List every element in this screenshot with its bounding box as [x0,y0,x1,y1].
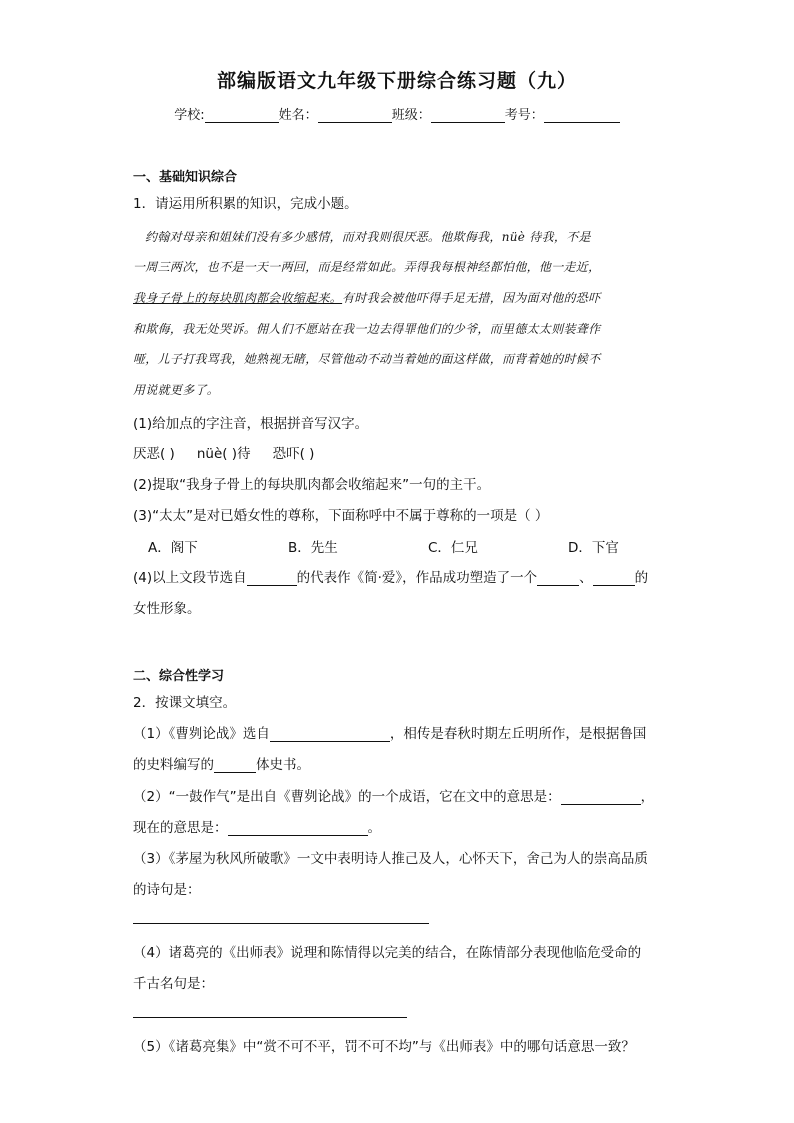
number-blank[interactable] [544,108,620,123]
q1-sub4-text-a: (4)以上文段节选自 [133,570,247,586]
passage-line-1: 约翰对母亲和姐妹们没有多少感情，而对我则很厌恶。他欺侮我，nüè 待我，不是 [145,230,591,244]
q1-options [148,536,708,556]
q2-s4-line1: （4）诸葛亮的《出师表》说理和陈情得以完美的结合，在陈情部分表现他临危受命的 [133,945,642,961]
q2-s4-answer-line[interactable] [133,1016,407,1018]
name-blank[interactable] [318,108,392,123]
q1-sub2: (2)提取“我身子骨上的每块肌肉都会收缩起来”一句的主干。 [133,477,491,493]
number-label: 考号： [504,108,544,123]
q2-s3-answer-line[interactable] [133,922,429,924]
q2-s2-line2 [133,816,381,836]
trait-blank-1[interactable] [537,571,579,586]
passage-underlined-sentence: 我身子骨上的每块肌肉都会收缩起来。 [133,291,343,305]
q2-s2-text-b: ， [640,789,655,805]
pinyin-item-2[interactable]: nüè( )待 [196,446,251,462]
q2-s1-text-a: （1）《曹刿论战》选自 [133,726,270,742]
section1-heading: 一、基础知识综合 [133,170,238,185]
q1-sub4-text-d: 的 [634,570,649,586]
option-a[interactable]: A．阁下 [148,540,198,556]
q2-s2-line1 [133,785,654,805]
q2-s2-text-a: （2）“一鼓作气”是出自《曹刿论战》的一个成语，它在文中的意思是： [133,789,561,805]
q2-s1-line1 [133,722,646,742]
meaning-original-blank[interactable] [561,790,641,805]
q1-sub1-items [133,442,314,462]
q1-sub4-end: 女性形象。 [133,601,201,617]
student-info-row [0,104,794,123]
page-title: 部编版语文九年级下册综合练习题（九） [216,70,577,92]
q2-s1-text-b: ，相传是春秋时期左丘明所作，是根据鲁国 [389,726,647,742]
q2-s5-line1: （5）《诸葛亮集》中“赏不可不平，罚不可不均”与《出师表》中的哪句话意思一致？ [133,1039,635,1055]
passage-line-3 [133,289,661,306]
class-label: 班级： [391,108,431,123]
q2-s2-text-c: 现在的意思是： [133,820,228,836]
q1-sub4 [133,566,648,586]
option-d[interactable]: D．下官 [568,540,619,556]
q1-sub4-text-c: 、 [579,570,593,586]
q2-s3-line1: （3）《茅屋为秋风所破歌》一文中表明诗人推己及人，心怀天下，舍己为人的崇高品质 [133,851,648,867]
trait-blank-2[interactable] [593,571,635,586]
q1-sub1: (1)给加点的字注音，根据拼音写汉字。 [133,416,369,432]
school-blank[interactable] [205,108,279,123]
q1-sub3: (3)“太太”是对已婚女性的尊称，下面称呼中不属于尊称的一项是（ ） [133,508,549,524]
q2-stem: 2．按课文填空。 [133,695,237,711]
author-blank[interactable] [247,571,297,586]
passage-line-6: 用说就更多了。 [133,383,220,397]
name-label: 姓名： [278,108,318,123]
q2-s1-text-c: 的史料编写的 [133,757,214,773]
passage-line-3-rest: 有时我会被他吓得手足无措，因为面对他的恐吓 [342,291,601,305]
school-label: 学校: [174,108,205,123]
passage-line-4: 和欺侮，我无处哭诉。佣人们不愿站在我一边去得罪他们的少爷，而里德太太则装聋作 [133,322,601,336]
style-blank[interactable] [214,758,256,773]
pinyin-item-1[interactable]: 厌恶( ) [133,446,175,462]
q2-s1-line2 [133,753,310,773]
class-blank[interactable] [431,108,505,123]
option-b[interactable]: B．先生 [288,540,338,556]
q1-sub4-text-b: 的代表作《简·爱》，作品成功塑造了一个 [296,570,538,586]
book-blank[interactable] [270,727,390,742]
q2-s1-text-d: 体史书。 [256,757,310,773]
passage-line-2: 一周三两次，也不是一天一两回，而是经常如此。弄得我每根神经都怕他，他一走近， [133,260,601,274]
section2-heading: 二、综合性学习 [133,669,225,684]
q2-s2-text-d: 。 [367,820,381,836]
option-c[interactable]: C．仁兄 [428,540,478,556]
q2-s4-line2: 千古名句是： [133,976,214,992]
passage-line-5: 哑，儿子打我骂我，她熟视无睹，尽管他动不动当着她的面这样做，而背着她的时候不 [133,352,601,366]
pinyin-item-3[interactable]: 恐吓( ) [272,446,315,462]
meaning-modern-blank[interactable] [228,821,368,836]
q1-stem: 1．请运用所积累的知识，完成小题。 [133,196,358,212]
q2-s3-line2: 的诗句是： [133,882,201,898]
